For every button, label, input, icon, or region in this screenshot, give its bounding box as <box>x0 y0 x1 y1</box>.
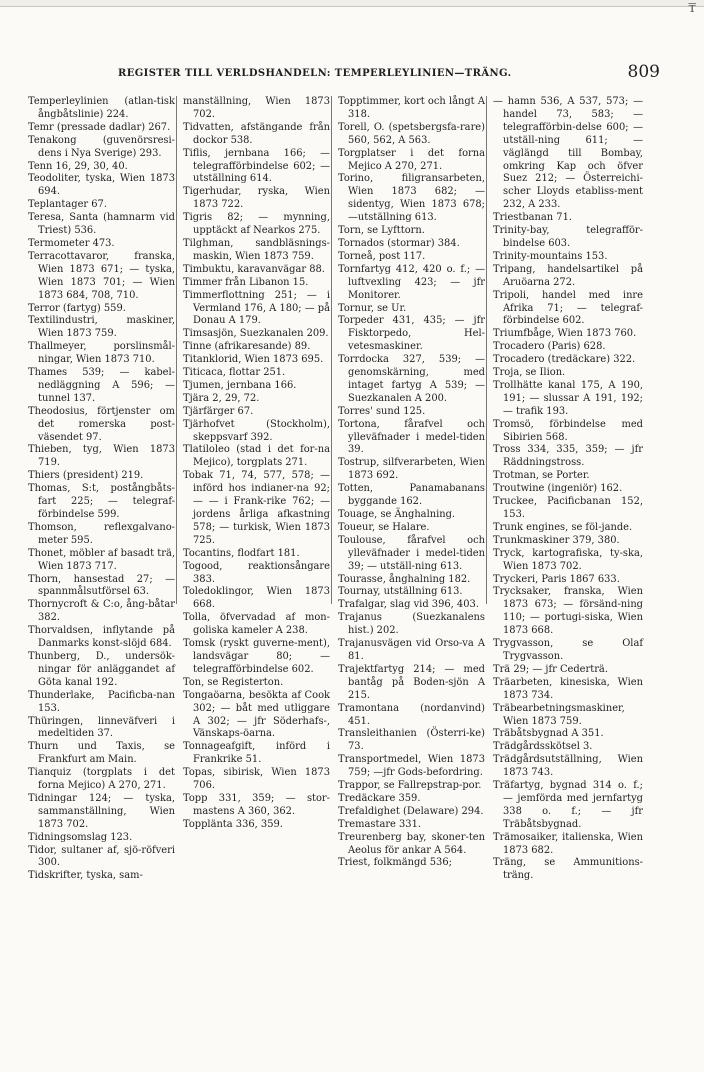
column-divider <box>331 96 332 604</box>
index-entry: Tidvatten, afstängande från dockor 538. <box>183 121 330 146</box>
index-entry: Thunderlake, Pacificba-nan 153. <box>28 689 175 714</box>
index-entry: Toledoklingor, Wien 1873 668. <box>183 586 330 611</box>
index-entry: Termometer 473. <box>28 237 115 249</box>
index-entry: Textilindustri, maskiner, Wien 1873 759. <box>28 315 175 340</box>
index-entry: Torgplatser i det forna Mejico A 270, 271. <box>338 147 485 172</box>
index-entry: Tigerhudar, ryska, Wien 1873 722. <box>183 186 330 211</box>
index-entry: Torneå, post 117. <box>338 250 426 262</box>
index-entry: Totten, Panamabanans byggande 162. <box>338 483 485 508</box>
index-entry: Treurenberg bay, skoner-ten Aeolus för ankar A 564. <box>338 831 485 856</box>
index-entry: Tortona, fårafvel och ylleväfnader i medel-tiden 39. <box>338 418 485 456</box>
index-entry: Tolla, öfvervadad af mon-goliska kameler A 238. <box>183 612 330 637</box>
index-entry: Tjumen, jernbana 166. <box>183 379 297 391</box>
index-entry: Thunberg, D., undersök-ningar för anläggandet af Göta kanal 192. <box>28 650 175 688</box>
index-entry: — hamn 536, A 537, 573; — handel 73, 583; — telegrafförbin-delse 600; — utställ-ning 611; — väglängd till Bombay, omkring Kap och öfver Suez 212; — Österreichi-scher Lloyds etabliss-ment 232, A 233. <box>493 96 643 211</box>
index-entry: Terror (fartyg) 559. <box>28 302 126 314</box>
index-entry: Träarbeten, kinesiska, Wien 1873 734. <box>493 676 643 701</box>
index-entry: Trafalgar, slag vid 396, 403. <box>338 599 479 611</box>
index-entry: Togood, reaktionsångare 383. <box>183 560 330 585</box>
index-entry: Tredäckare 359. <box>338 792 421 804</box>
running-title: REGISTER TILL VERLDSHANDELN: TEMPERLEYLINIEN—TRÄNG. <box>118 68 512 79</box>
index-entry: Tornfartyg 412, 420 o. f.; — luftvexling 423; — jfr Monitorer. <box>338 263 485 301</box>
index-entry: Topp 331, 359; — stor-mastens A 360, 362. <box>183 792 330 817</box>
page-top-edge <box>0 0 704 7</box>
index-entry: Transportmedel, Wien 1873 759; —jfr Gods-befordring. <box>338 754 485 779</box>
page-number: 809 <box>627 62 660 82</box>
index-entry: Thames 539; — kabel-nedläggning A 596; — tunnel 137. <box>28 367 175 404</box>
index-entry: Torres' sund 125. <box>338 405 426 417</box>
index-entry: Thurn und Taxis, se Frankfurt am Main. <box>28 741 175 766</box>
index-entry: Timsasjön, Suezkanalen 209. <box>183 328 329 340</box>
index-entry: Timmerflottning 251; — i Vermland 176, A 180; — på Donau A 179. <box>183 289 330 327</box>
index-entry: Tidningsomslag 123. <box>28 831 133 843</box>
index-entry: Tramontana (nordanvind) 451. <box>338 702 485 727</box>
index-entry: Trunk engines, se föl-jande. <box>493 521 633 533</box>
index-entry: Tjära 2, 29, 72. <box>183 392 260 404</box>
index-entry: Torpeder 431, 435; — jfr Fisktorpedo, Hel-vetesmaskiner. <box>338 315 485 353</box>
index-entry: Trajanusvägen vid Orso-va A 81. <box>338 638 485 662</box>
index-entry: Thorn, hansestad 27; — spannmålsutförsel 63. <box>28 573 175 598</box>
index-entry: Torn, se Lyfttorn. <box>338 225 425 237</box>
index-entry: Tinne (afrikaresande) 89. <box>183 341 311 353</box>
index-entry: Torrdocka 327, 539; — genomskärning, med intaget fartyg A 539; — Suezkanalen A 200. <box>338 354 485 404</box>
index-entry: Topptimmer, kort och långt A 318. <box>338 96 485 120</box>
index-entry: Trädgårdsutställning, Wien 1873 743. <box>493 754 643 779</box>
index-entry: Tidor, sultaner af, sjö-röfveri 300. <box>28 844 175 869</box>
index-entry: Tonnageafgift, införd i Frankrike 51. <box>183 741 330 766</box>
index-entry: Thomas, S:t, postångbåts-fart 225; — telegraf-förbindelse 599. <box>28 483 175 520</box>
index-column-2 <box>183 96 330 1056</box>
index-entry: Trycksaker, franska, Wien 1873 673; — försänd-ning 110; — portugi-siska, Wien 1873 668. <box>493 586 643 637</box>
index-entry: Teodoliter, tyska, Wien 1873 694. <box>28 173 175 198</box>
index-entry: Tross 334, 335, 359; — jfr Räddningstross. <box>493 444 643 469</box>
index-entry: Touage, se Änghalning. <box>338 509 456 520</box>
index-entry: Tilghman, sandbläsnings-maskin, Wien 1873 759. <box>183 237 330 262</box>
index-entry: Timmer från Libanon 15. <box>183 276 309 288</box>
index-entry: Tomsk (ryskt guverne-ment), landsvägar 80; — telegrafförbindelse 602. <box>183 638 330 675</box>
index-entry: Transleithanien (Österri-ke) 73. <box>338 728 485 753</box>
index-entry: Tornados (stormar) 384. <box>338 237 460 249</box>
index-columns <box>28 96 668 1056</box>
index-entry: Tianquiz (torgplats i det forna Mejico) A 270, 271. <box>28 767 175 792</box>
index-entry: Titicaca, flottar 251. <box>183 367 286 379</box>
index-entry: Tobak 71, 74, 577, 578; — införd hos indianer-na 92; — — i Frank-rike 762; — jordens årliga afkastning 578; — turkisk, Wien 1873 725. <box>183 470 330 546</box>
index-entry: Tongaöarna, besökta af Cook 302; — båt med utliggare A 302; — jfr Söderhafs-, Vänskaps-öarna. <box>183 689 330 740</box>
index-entry: Troutwine (ingeniör) 162. <box>493 483 623 495</box>
index-entry: Tiflis, jernbana 166; — telegrafförbindelse 602; — utställning 614. <box>183 147 330 185</box>
index-entry: Ton, se Registerton. <box>183 676 284 688</box>
index-entry: Torino, filigransarbeten, Wien 1873 682; — sidentyg, Wien 1873 678; —utställning 613. <box>338 173 485 224</box>
index-entry: Tidningar 124; — tyska, sammanställning, Wien 1873 702. <box>28 792 175 830</box>
index-entry: Thieben, tyg, Wien 1873 719. <box>28 444 175 469</box>
index-entry: Toueur, se Halare. <box>338 521 430 533</box>
column-divider <box>176 96 177 604</box>
index-entry: Timbuktu, karavanvägar 88. <box>183 263 325 275</box>
index-entry: Topas, sibirisk, Wien 1873 706. <box>183 767 330 792</box>
index-column-3 <box>338 96 485 1056</box>
index-entry: Thüringen, linneväfveri i medeltiden 37. <box>28 715 175 740</box>
index-entry: Tryckeri, Paris 1867 633. <box>493 573 620 585</box>
index-entry: Tenakong (guvenörsresi-dens i Nya Sverige) 293. <box>28 134 175 159</box>
index-entry: Tocantins, flodfart 181. <box>183 547 300 559</box>
index-entry: Tjärhofvet (Stockholm), skeppsvarf 392. <box>183 418 330 443</box>
index-entry: Torell, O. (spetsbergsfa-rare) 560, 562, A 563. <box>338 121 485 146</box>
index-entry: Thorvaldsen, inflytande på Danmarks konst-slöjd 684. <box>28 625 175 650</box>
index-entry: Träbearbetningsmaskiner, Wien 1873 759. <box>493 702 625 727</box>
index-entry: Triest, folkmängd 536; <box>338 857 452 869</box>
index-entry: Tromsö, förbindelse med Sibirien 568. <box>493 418 643 443</box>
index-entry: Trinity-mountains 153. <box>493 250 608 262</box>
index-entry: Teresa, Santa (hamnarm vid Triest) 536. <box>28 212 175 237</box>
index-entry: Thornycroft & C:o, ång-båtar 382. <box>28 599 175 624</box>
index-entry: Trajanus (Suezkanalens hist.) 202. <box>338 612 485 637</box>
index-entry: manställning, Wien 1873 702. <box>183 96 330 120</box>
index-entry: Tripoli, handel med inre Afrika 71; — telegraf-förbindelse 602. <box>493 289 643 327</box>
index-entry: Truckee, Pacificbanan 152, 153. <box>493 496 643 520</box>
index-entry: Tlatiloleo (stad i det for-na Mejico), torgplats 271. <box>183 444 330 469</box>
index-entry: Tourasse, ånghalning 182. <box>338 573 471 585</box>
index-entry: Tigris 82; — mynning, upptäckt af Nearkos 275. <box>183 212 330 237</box>
index-column-1 <box>28 96 175 1056</box>
index-entry: Toulouse, fårafvel och ylleväfnader i medel-tiden 39; — utställ-ning 613. <box>338 534 485 572</box>
index-entry: Thiers (president) 219. <box>28 470 144 482</box>
index-entry: Trappor, se Fallrepstrap-por. <box>338 780 482 792</box>
index-entry: Thomson, reflexgalvano-meter 595. <box>28 521 175 546</box>
index-entry: Tjärfärger 67. <box>183 405 254 417</box>
index-entry: Triumfbåge, Wien 1873 760. <box>493 328 637 340</box>
index-entry: Tidskrifter, tyska, sam- <box>28 870 143 882</box>
index-entry: Tostrup, silfverarbeten, Wien 1873 692. <box>338 457 485 482</box>
index-entry: Trotman, se Porter. <box>493 470 590 482</box>
index-entry: Thallmeyer, porslinsmål-ningar, Wien 1873 710. <box>28 341 175 366</box>
index-entry: Trocadero (Paris) 628. <box>493 341 606 353</box>
index-entry: Trajektfartyg 214; — med bantåg på Boden-sjön A 215. <box>338 663 485 701</box>
corner-mark: ₸ <box>688 1 696 15</box>
index-entry: Tornur, se Ur. <box>338 302 407 314</box>
index-entry: Titanklorid, Wien 1873 695. <box>183 354 324 366</box>
index-entry: Trefaldighet (Delaware) 294. <box>338 805 484 817</box>
index-entry: Trinity-bay, telegrafför-bindelse 603. <box>493 225 643 249</box>
index-column-4 <box>493 96 643 1056</box>
column-divider <box>486 96 487 604</box>
index-entry: Trädgårdsskötsel 3. <box>493 741 593 753</box>
index-entry: Trä 29; — jfr Cederträ. <box>493 663 608 675</box>
index-entry: Tripang, handelsartikel på Aruöarna 272. <box>493 263 643 288</box>
index-entry: Tryck, kartografiska, ty-ska, Wien 1873 702. <box>493 547 643 572</box>
index-entry: Träfartyg, bygnad 314 o. f.; — jemförda med jernfartyg 338 o. f.; — jfr Träbåtsbygnad. <box>493 780 643 830</box>
page-header <box>28 62 660 84</box>
index-entry: Temr (pressade dadlar) 267. <box>28 121 171 133</box>
index-entry: Teplantager 67. <box>28 199 107 211</box>
index-entry: Toppläntа 336, 359. <box>183 818 283 830</box>
index-entry: Tremastare 331. <box>338 818 422 830</box>
index-entry: Tournay, utställning 613. <box>338 586 463 598</box>
index-entry: Terracottavaror, franska, Wien 1873 671; — tyska, Wien 1873 701; — Wien 1873 684, 708, 710. <box>28 250 175 301</box>
index-entry: Trunkmaskiner 379, 380. <box>493 534 620 546</box>
index-entry: Träng, se Ammunitions-träng. <box>493 857 643 882</box>
index-entry: Tenn 16, 29, 30, 40. <box>28 160 128 172</box>
index-entry: Trygvasson, se Olaf Trygvasson. <box>493 638 643 662</box>
index-entry: Troja, se Ilion. <box>493 367 566 379</box>
index-entry: Trollhätte kanal 175, A 190, 191; — slussar A 191, 192; — trafik 193. <box>493 379 643 417</box>
index-entry: Träbåtsbygnad A 351. <box>493 728 604 740</box>
index-entry: Triestbanan 71. <box>493 212 573 224</box>
index-entry: Trocadero (tredäckare) 322. <box>493 354 636 366</box>
index-entry: Thonet, möbler af basadt trä, Wien 1873 717. <box>28 547 175 572</box>
index-entry: Trämosaiker, italienska, Wien 1873 682. <box>493 831 643 856</box>
index-entry: Temperleylinien (atlan-tisk ångbåtslinie) 224. <box>28 96 175 120</box>
index-entry: Theodosius, förtjenster om det romerska post-väsendet 97. <box>28 405 175 443</box>
